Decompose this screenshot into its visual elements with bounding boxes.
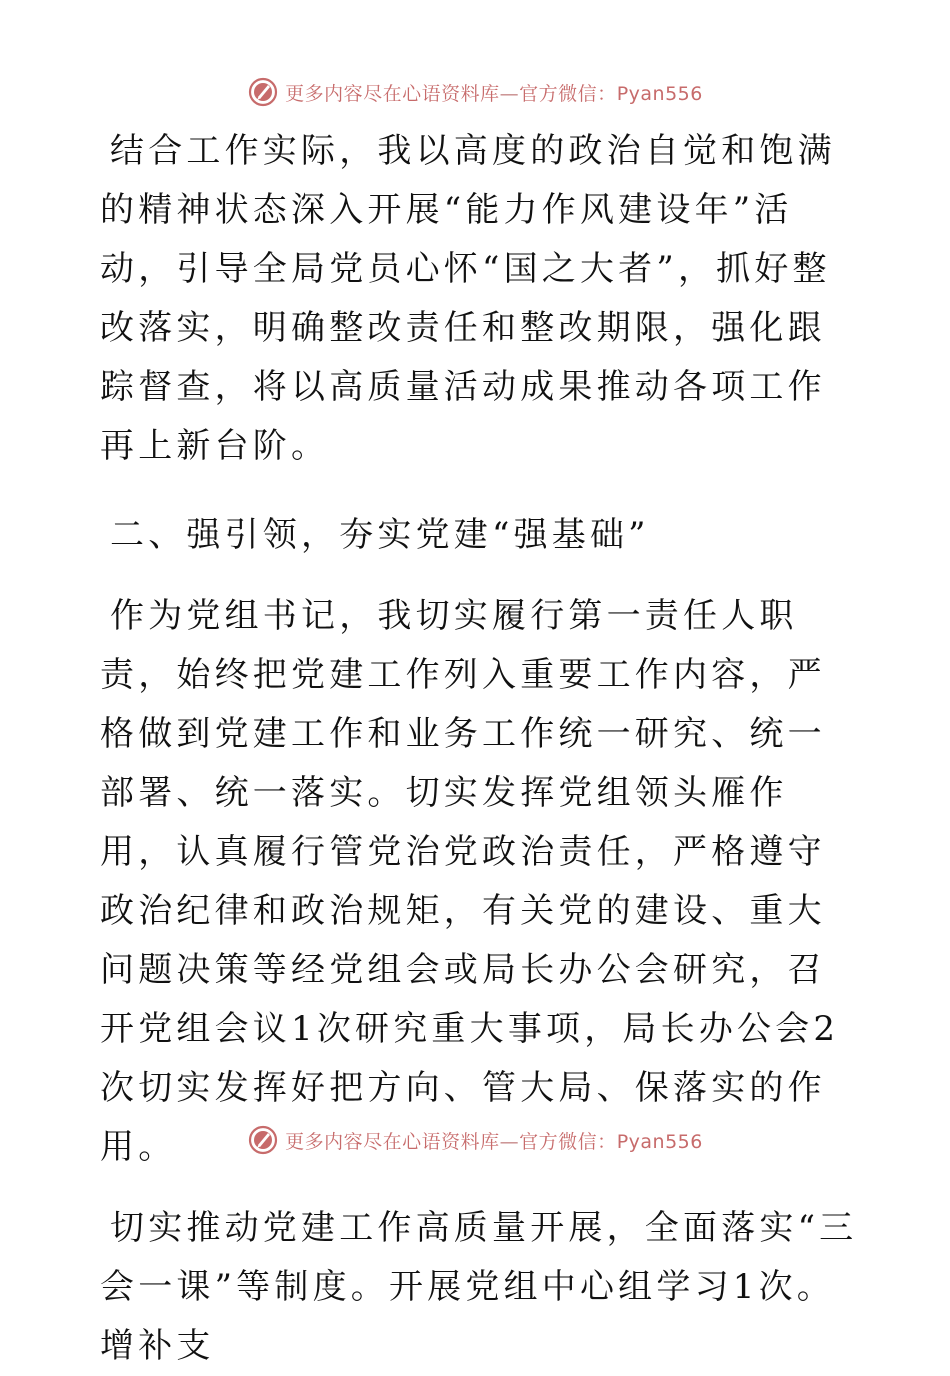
footer-watermark [0,1120,950,1160]
section-heading: 二、强引领，夯实党建“强基础” [110,515,650,555]
paragraph: 作为党组书记，我切实履行第一责任人职责，始终把党建工作列入重要工作内容，严格做到党建工作和业务工作统一研究、统一部署、统一落实。切实发挥党组领头雁作用，认真履行管党治党政治责任，严格遵守政治纪律和政治规矩，有关党的建设、重大问题决策等经党组会或局长办公会研究，召开党组会议1次研究重大事项，局长办公会2次切实发挥好把方向、管大局、保落实的作用。 [100,596,840,1167]
watermark-main: 更多内容尽在心语资料库 [285,82,500,105]
watermark-separator: — [499,82,520,105]
watermark-text [285,79,703,106]
quill-seal-icon [247,76,279,108]
watermark-separator: — [499,1130,520,1153]
watermark-wechat-id: Pyan556 [616,1130,703,1153]
watermark-main: 更多内容尽在心语资料库 [285,1130,500,1153]
paragraph: 结合工作实际，我以高度的政治自觉和饱满的精神状态深入开展“能力作风建设年”活动，引导全局党员心怀“国之大者”，抓好整改落实，明确整改责任和整改期限，强化跟踪督查，将以高质量活动成果推动各项工作再上新台阶。 [100,131,836,466]
quill-seal-icon [247,1124,279,1156]
watermark-wechat-label: 官方微信： [519,1130,617,1153]
watermark-wechat-id: Pyan556 [616,82,703,105]
watermark-wechat-label: 官方微信： [519,82,617,105]
watermark-text [285,1127,703,1154]
paragraph: 切实推动党建工作高质量开展，全面落实“三会一课”等制度。开展党组中心组学习1次。增补支 [100,1208,858,1366]
document-body [100,122,860,1376]
header-watermark [0,72,950,112]
